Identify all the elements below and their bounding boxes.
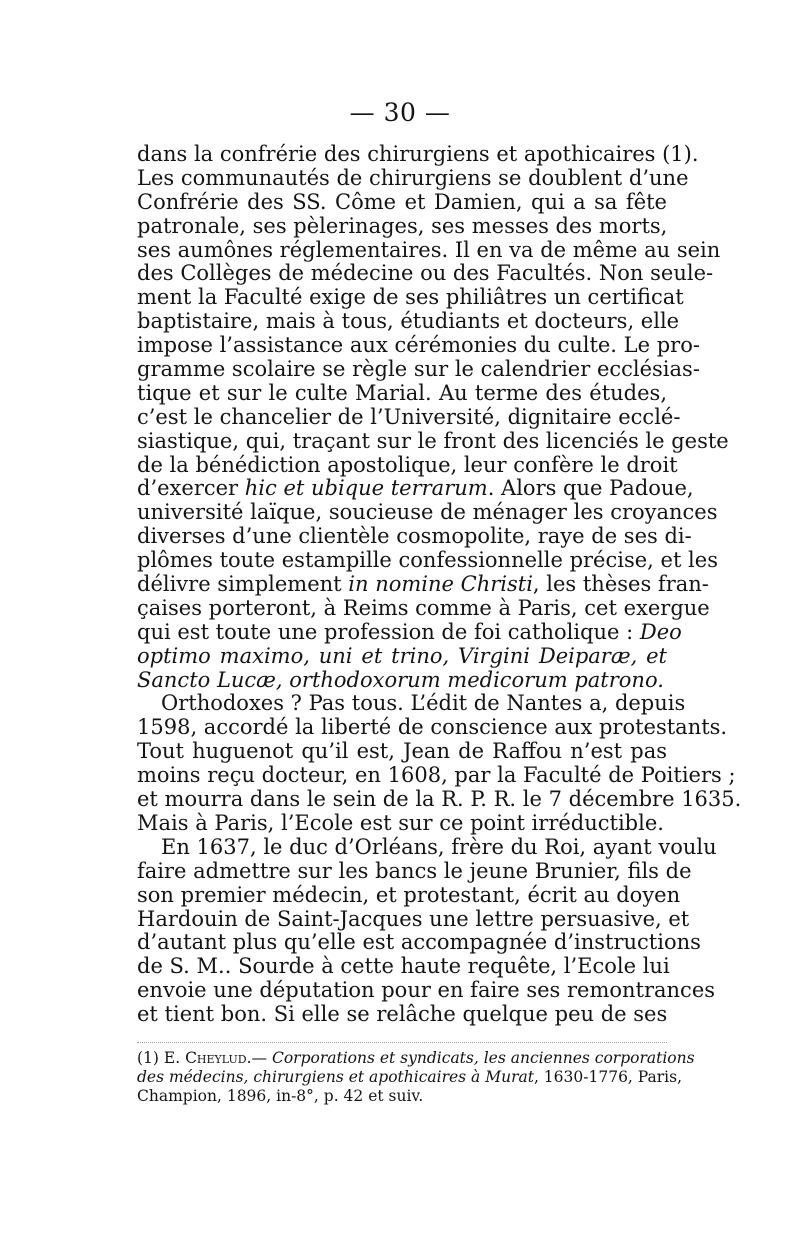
text-line-segment: impose l’assistance aux cérémonies du culte. Le pro- [137,333,700,358]
text-line-segment: tique et sur le culte Marial. Au terme des études, [137,380,667,405]
text-line-segment: Sancto Lucæ, orthodoxorum medicorum patrono. [137,667,664,692]
text-line [137,333,700,358]
text-line-segment: in nomine Christi [348,572,533,597]
text-line-segment: Hardouin de Saint-Jacques une lettre persuasive, et [137,906,690,931]
footnote-line-segment: des médecins, chirurgiens et apothicaires à Murat [137,1068,534,1086]
footnote-line-segment: Cheylud [185,1049,247,1067]
text-line-segment: optimo maximo, uni et trino, Virgini Deiparæ, et [137,643,667,668]
text-line [137,215,667,239]
text-line [137,619,682,645]
text-line [137,382,667,406]
text-line-segment: En 1637, le duc d’Orléans, frère du Roi, ayant voulu [161,834,717,859]
text-line-segment: ment la Faculté exige de ses philiâtres un certificat [137,285,684,310]
text-line-segment: , les thèses fran- [532,572,709,597]
text-line [137,740,667,764]
text-line [137,645,667,669]
text-line-segment: université laïque, soucieuse de ménager les croyances [137,500,718,525]
text-line-segment: siastique, qui, traçant sur le front des licenciés le geste [137,428,729,453]
text-line-segment: ses aumônes réglementaires. Il en va de même au sein [137,237,721,262]
text-line-segment: de S. M.. Sourde à cette haute requête, l’Ecole lui [137,954,670,979]
text-line [137,500,718,525]
text-line [137,476,694,501]
text-line-segment: patronale, ses pèlerinages, ses messes des morts, [137,213,668,238]
footnotes [137,1049,695,1106]
text-line-segment: Confrérie des SS. Côme et Damien, qui a sa fête [137,189,667,214]
page-number: — 30 — [349,98,451,127]
text-line-segment: Orthodoxes ? Pas tous. L’édit de Nantes a, depuis [161,691,686,716]
text-line-segment: c’est le chancelier de l’Université, dignitaire ecclé- [137,404,681,429]
text-line-segment: plômes toute estampille confessionnelle précise, et les [137,548,718,573]
text-line-segment: Tout huguenot qu’il est, Jean de Raffou n’est pas [137,739,667,764]
text-line [137,309,680,334]
text-line [137,1003,667,1027]
text-line-segment: Deo [639,619,682,644]
text-line [137,428,729,454]
text-line-segment: d’exercer [137,476,245,501]
text-line-segment: envoie une députation pour en faire ses remontrances [137,978,716,1003]
text-line [137,165,689,191]
text-line-segment: . Alors que Padoue, [487,476,694,501]
text-line [137,930,701,955]
text-line [137,906,690,932]
footnote-line [137,1087,667,1106]
text-line [137,285,684,310]
text-line [137,404,681,430]
footnote-line-segment: .— [246,1049,272,1067]
text-line [137,524,692,549]
text-line-segment: des Collèges de médecine ou des Facultés. Non seule- [137,261,714,286]
text-line-segment: délivre simplement [137,572,349,597]
text-line [137,715,728,740]
text-line-segment: moins reçu docteur, en 1608, par la Faculté de Poitiers ; [137,763,736,788]
text-line-segment: 1598, accordé la liberté de conscience aux protestants. [137,715,728,740]
text-line [137,763,736,788]
text-line-segment: et mourra dans le sein de la R. P. R. le 7 décembre 1635. [137,787,742,812]
footnote-line [137,1049,695,1068]
text-line [137,978,716,1003]
footnote-divider [137,1042,667,1043]
text-line-segment: Les communautés de chirurgiens se doublent d’une [137,165,689,190]
text-line-segment: son premier médecin, et protestant, écrit au doyen [137,882,681,907]
text-line [137,261,714,286]
text-line [137,595,710,621]
text-line-segment: Mais à Paris, l’Ecole est sur ce point irréductible. [137,810,664,835]
text-line-segment: çaises porteront, à Reims comme à Paris, cet exergue [137,595,710,620]
text-line [137,142,699,167]
footnote-line [137,1068,683,1087]
text-line [137,954,670,979]
text-line-segment: dans la confrérie des chirurgiens et apothicaires (1). [137,142,699,166]
text-line-segment: diverses d’une clientèle cosmopolite, raye de ses di- [137,524,692,549]
text-line [137,452,678,478]
text-line-segment: de la bénédiction apostolique, leur confère le droit [137,452,678,477]
footnote-line-segment: , 1630-1776, Paris, [533,1068,683,1086]
text-line [137,357,700,382]
text-line [137,691,686,716]
text-line-segment: d’autant plus qu’elle est accompagnée d’instructions [137,930,701,955]
footnote-line-segment: Corporations et syndicats, les anciennes corporations [271,1049,695,1067]
text-line [137,882,681,908]
text-line [137,191,667,215]
body-text [137,142,742,1027]
text-line [137,834,717,860]
text-line [137,858,692,884]
text-line-segment: baptistaire, mais à tous, étudiants et docteurs, elle [137,309,680,334]
text-line [137,548,718,573]
footnote-line-segment: (1) E. [137,1049,186,1067]
text-line-segment: hic et ubique terrarum [244,476,488,501]
text-line-segment: faire admettre sur les bancs le jeune Brunier, fils de [137,858,692,883]
text-line [137,237,721,263]
text-line [137,787,742,812]
text-line [137,669,667,693]
footnote-line-segment: Champion, 1896, in-8°, p. 42 et suiv. [137,1087,424,1105]
text-line [137,812,667,836]
text-line-segment: et tient bon. Si elle se relâche quelque peu de ses [137,1002,668,1027]
text-line-segment: gramme scolaire se règle sur le calendrier ecclésias- [137,357,700,382]
text-line [137,572,709,597]
text-line-segment: qui est toute une profession de foi catholique : [137,619,640,644]
